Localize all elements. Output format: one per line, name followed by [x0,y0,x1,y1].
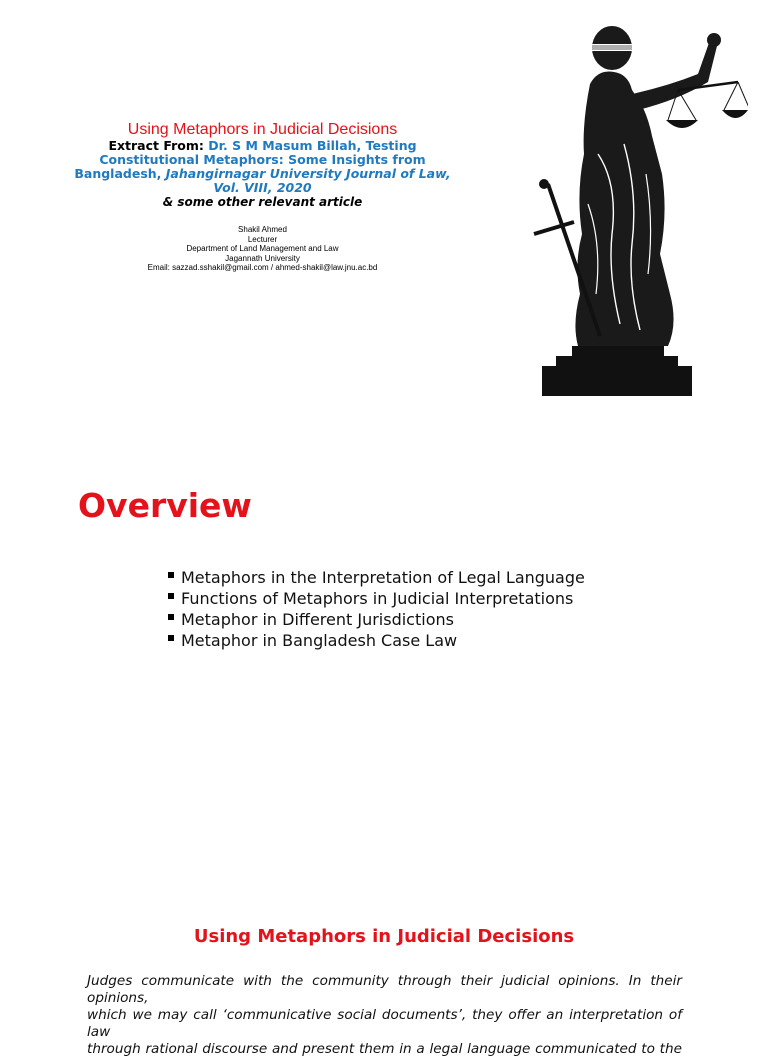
extract-author: Dr. S M Masum Billah, Testing Constitutional Metaphors: Some Insights from Bangladesh, [74,138,426,181]
author-name: Shakil Ahmed [238,225,287,234]
paragraph-line: through rational discourse and present them in a legal language communicated to the [87,1041,682,1057]
body-paragraph [87,973,682,1058]
list-item [168,588,585,609]
overview-heading: Overview [78,486,252,525]
overview-list [168,567,585,651]
section-heading: Using Metaphors in Judicial Decisions [193,926,575,947]
author-position: Lecturer [247,234,278,244]
title-block [60,120,465,273]
author-email: Email: sazzad.sshakil@gmail.com / ahmed-shakil@law.jnu.ac.bd [147,263,378,272]
paragraph-line: Judges communicate with the community through their judicial opinions. In their opinions, [87,973,682,1006]
title-slide [0,0,768,440]
list-item [168,567,585,588]
list-item-label: Functions of Metaphors in Judicial Interpretations [181,589,574,608]
extract-label: Extract From: [108,138,204,153]
lady-justice-image [528,24,748,398]
list-item-label: Metaphors in the Interpretation of Legal Language [181,568,585,587]
slide-title: Using Metaphors in Judicial Decisions [127,121,398,138]
author-info [60,225,465,273]
list-item [168,609,585,630]
list-item-label: Metaphor in Different Jurisdictions [181,610,454,629]
square-bullet-icon [168,614,174,620]
list-item-label: Metaphor in Bangladesh Case Law [181,631,458,650]
other-article-note: & some other relevant article [162,195,363,209]
extract-journal: Jahangirnagar University Journal of Law, Vol. VIII, 2020 [165,166,451,195]
extract-citation [60,139,465,195]
author-university: Jagannath University [225,253,300,263]
square-bullet-icon [168,635,174,641]
list-item [168,630,585,651]
square-bullet-icon [168,593,174,599]
author-department: Department of Land Management and Law [186,244,339,253]
paragraph-line: which we may call ‘communicative social documents’, they offer an interpretation of law [87,1007,682,1040]
square-bullet-icon [168,572,174,578]
